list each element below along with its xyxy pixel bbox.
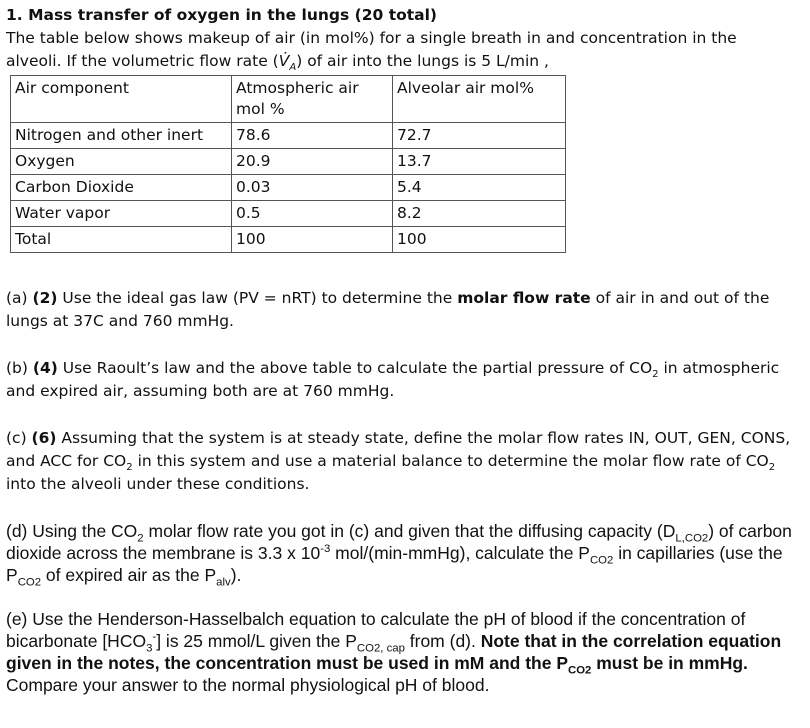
cell-component: Water vapor (11, 201, 232, 227)
cell-component: Nitrogen and other inert (11, 123, 232, 149)
table-header-row (11, 76, 566, 123)
question-title: 1. Mass transfer of oxygen in the lungs (20 total) (6, 6, 438, 24)
table-row (11, 201, 566, 227)
cell-atmospheric: 100 (232, 227, 393, 253)
cell-atmospheric: 78.6 (232, 123, 393, 149)
air-composition-table (10, 75, 566, 253)
cell-alveolar: 5.4 (393, 175, 566, 201)
intro-line-2-start: alveoli. If the volumetric flow rate ( (6, 52, 279, 70)
document (6, 4, 804, 696)
question-intro (6, 27, 804, 73)
part-d: (d) Using the $CO_2$ molar flow rate you got in (c) and given that the diffusing capacity $(D_{L,CO2})$ of carbon dioxide across the membrane is 3.3 x $10^{-3}$ mol/(min-mmHg), calculate the $P_{CO2}$ in capillaries (use the $P_{CO2}$ of expired air as the $P_{alv}$). (6, 521, 792, 589)
intro-line-1: The table below shows makeup of air (in mol%) for a single breath in and concentration in the (6, 29, 737, 47)
cell-atmospheric: 0.5 (232, 201, 393, 227)
cell-component: Carbon Dioxide (11, 175, 232, 201)
table-row (11, 175, 566, 201)
cell-atmospheric: 20.9 (232, 149, 393, 175)
part-a: (a) (2) Use the ideal gas law (PV = nRT) to determine the molar flow rate of air in and out of the lungs at 37C and 760 mmHg. (6, 289, 770, 330)
part-e: (e) Use the Henderson-Hasselbalch equation to calculate the pH of blood if the concentration of bicarbonate $[HCO_3^-]$ is 25 mmol/L given the $P_{CO2, cap}$ from (d). Note that in the correlation equation given in the notes, the concentration must be used in mM and the $P_{CO2}$ must be in mmHg. Compare your answer to the normal physiological pH of blood. (6, 609, 782, 695)
cell-alveolar: 8.2 (393, 201, 566, 227)
flow-rate-symbol: $V̇_A$ (278, 52, 297, 74)
part-b: (b) (4) Use Raoult’s law and the above table to calculate the partial pressure of $CO_2$ in atmospheric and expired air, assuming both are at 760 mmHg. (6, 359, 780, 400)
cell-alveolar: 72.7 (393, 123, 566, 149)
cell-atmospheric: 0.03 (232, 175, 393, 201)
part-c: (c) (6) Assuming that the system is at steady state, define the molar flow rates IN, OUT, GEN, CONS, and ACC for $CO_2$ in this system and use a material balance to determine the molar flow rate of $CO_2$ into the alveoli under these conditions. (6, 429, 791, 493)
cell-alveolar: 13.7 (393, 149, 566, 175)
table-row (11, 149, 566, 175)
cell-component: Oxygen (11, 149, 232, 175)
table-row (11, 227, 566, 253)
header-alveolar-air: Alveolar air mol% (393, 76, 566, 123)
table-row (11, 123, 566, 149)
cell-alveolar: 100 (393, 227, 566, 253)
header-atmospheric-air: Atmospheric air mol % (232, 76, 393, 123)
header-air-component: Air component (11, 76, 232, 123)
cell-component: Total (11, 227, 232, 253)
intro-line-2-end: ) of air into the lungs is 5 L/min , (296, 52, 549, 70)
